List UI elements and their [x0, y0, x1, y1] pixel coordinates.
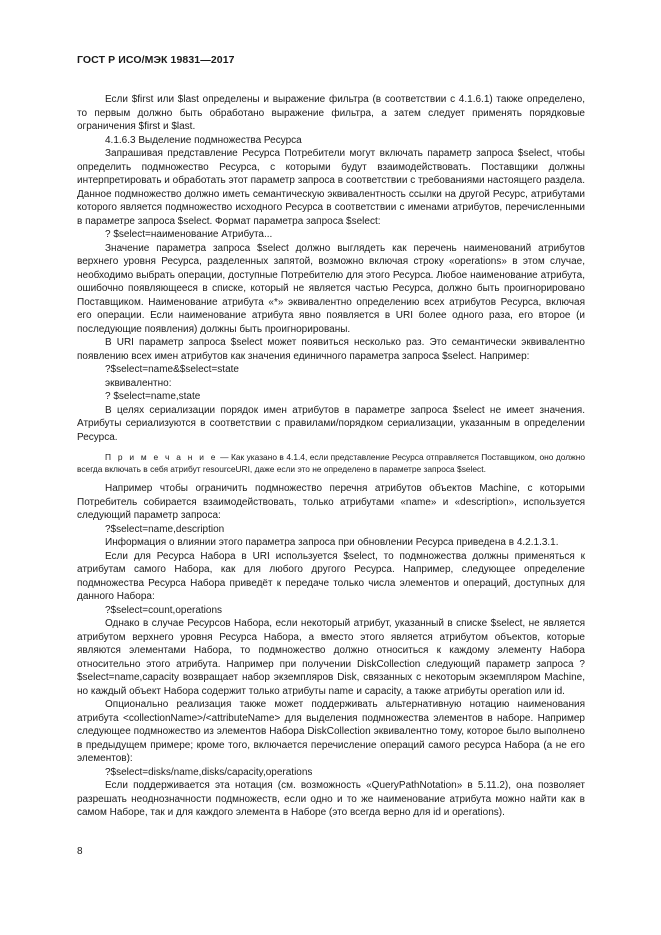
paragraph: Однако в случае Ресурсов Набора, если некоторый атрибут, указанный в списке $select, не является атрибутом верхнего уровня Ресурса Набора, а вместо этого является атрибутом объектов, которые являются элементами Набора, то подмножество должно относиться к каждому элементу Набора относительно этого атрибута. Например при получении DiskCollection следующий параметр запроса ?$select=name,capacity возвращает набор экземпляров Disk, связанных с некоторым экземпляром Machine, но каждый объект Набора содержит только атрибуты name и capacity, а также атрибуты operation или id.: [77, 618, 585, 697]
note-text: — Как указано в 4.1.4, если представление Ресурса отправляется Поставщиком, оно должно всегда включать в себя атрибут resourceURI, даже если это не определено в параметре запроса $select.: [77, 452, 585, 474]
code-line: ?$select=disks/name,disks/capacity,operations: [105, 766, 313, 778]
paragraph: Если $first или $last определены и выражение фильтра (в соответствии с 4.1.6.1) также определено, то первым должно быть обработано выражение фильтра, а затем следует применять порядковые ограничения $first и $last.: [77, 94, 585, 132]
note-label: П р и м е ч а н и е: [105, 452, 218, 462]
paragraph: Например чтобы ограничить подмножество перечня атрибутов объектов Machine, с которыми Потребитель собирается взаимодействовать, только атрибутами «name» и «description», используется следующий параметр запроса:: [77, 483, 585, 521]
paragraph: Запрашивая представление Ресурса Потребители могут включать параметр запроса $select, чтобы определить подмножество Ресурса, с которыми будут взаимодействовать. Поставщики должны интерпретировать и обработать этот параметр запроса в соответствии с требованиями настоящего раздела. Данное подмножество должно иметь семантическую эквивалентность ссылки на другой Ресурс, атрибутами которого является подмножество исходного Ресурса в соответствии с именами атрибутов, перечисленными в параметре запроса $select. Формат параметра запроса $select:: [77, 148, 585, 227]
paragraph: Опционально реализация также может поддерживать альтернативную нотацию наименования атрибута <collectionName>/<attributeName> для выделения подмножества элементов в наборе. Например следующее подмножество из элементов Набора DiskCollection эквивалентно тому, которое было выполнено в предыдущем примере; кроме того, включается перечисление операций самого ресурса Набора (а не его элементов):: [77, 699, 585, 764]
code-line: ?$select=name,description: [105, 523, 225, 535]
code-line: ?$select=name&$select=state: [105, 364, 239, 375]
paragraph: Информация о влиянии этого параметра запроса при обновлении Ресурса приведена в 4.2.1.3.1.: [105, 537, 559, 548]
paragraph: В URI параметр запроса $select может появиться несколько раз. Это семантически эквивалентно появлению всех имен атрибутов как значения единичного параметра запроса $select. Например:: [77, 337, 585, 362]
paragraph: Значение параметра запроса $select должно выглядеть как перечень наименований атрибутов верхнего уровня Ресурса, разделенных запятой, возможно включая строку «operations» в этом случае, необходимо выбрать операции, доступные Потребителю для этого Ресурса. Любое наименование атрибута, ошибочно появляющееся в списке, который не является частью Ресурса, должно быть проигнорировано Поставщиком. Наименование атрибута «*» эквивалентно определению всех атрибутов Ресурса, включая его операции. Если наименование атрибута явно появляется в URI более одного раза, его второе (и последующие появления) должны быть проигнорированы.: [77, 242, 585, 335]
page-number: 8: [77, 846, 83, 857]
page-header: ГОСТ Р ИСО/МЭК 19831—2017: [77, 54, 235, 66]
paragraph: эквивалентно:: [105, 377, 172, 389]
paragraph: Если поддерживается эта нотация (см. возможность «QueryPathNotation» в 5.11.2), она позволяет разрешать неоднозначности подмножеств, если одно и то же наименование атрибута можно найти как в самом Наборе, так и для каждого элемента в Наборе (это всегда верно для id и operations).: [77, 780, 585, 818]
paragraph: В целях сериализации порядок имен атрибутов в параметре запроса $select не имеет значения. Атрибуты сериализуются в соответствии с правилами/порядком сериализации, указанным в определении Ресурса.: [77, 404, 585, 443]
code-line: ? $select=name,state: [105, 391, 201, 402]
section-heading: 4.1.6.3 Выделение подмножества Ресурса: [105, 134, 302, 146]
code-line: ? $select=наименование Атрибута...: [105, 229, 273, 240]
document-body: [77, 93, 585, 820]
paragraph: Если для Ресурса Набора в URI используется $select, то подмножества должны применяться к атрибутам самого Набора, как для любого другого Ресурса. Например, следующее определение подмножества Ресурса Набора приведёт к передаче только числа элементов и операций, доступных для данного Набора:: [77, 550, 585, 602]
code-line: ?$select=count,operations: [105, 604, 223, 616]
note: [77, 451, 585, 475]
